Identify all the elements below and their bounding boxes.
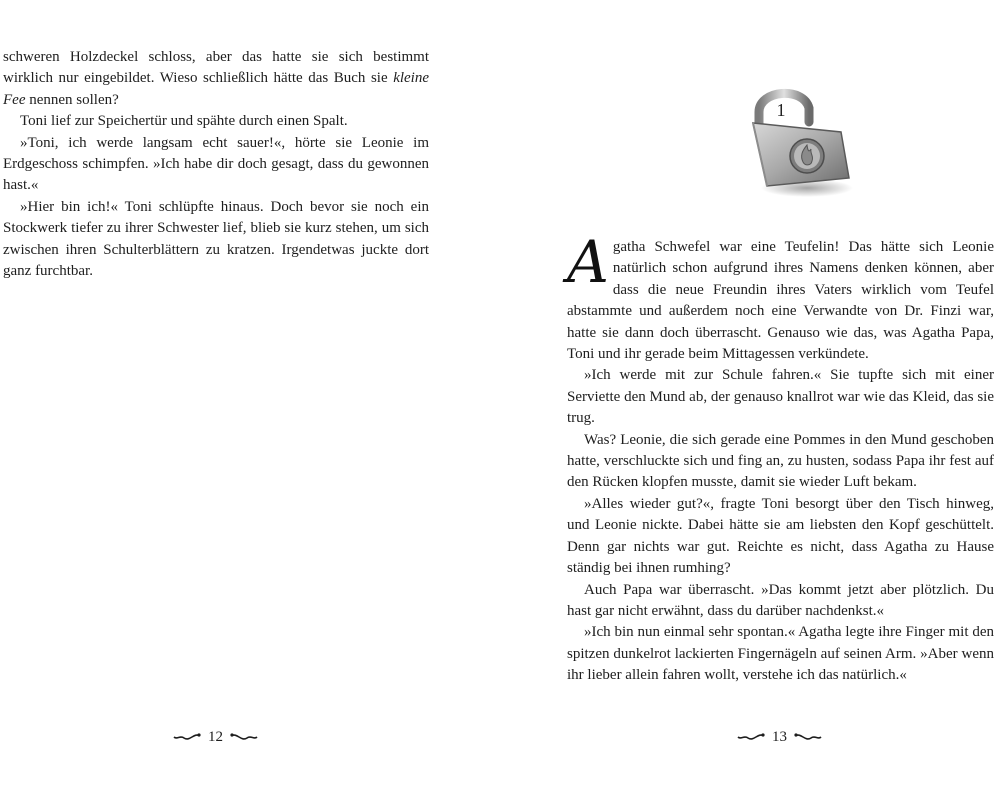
page-number: 13 [772, 729, 787, 745]
padlock-with-flame-icon [745, 78, 863, 200]
paragraph: Auch Papa war überrascht. »Das kommt jetzt aber plötzlich. Du hast gar nicht erwähnt, dass du darüber nachdenkst.« [567, 581, 994, 619]
right-page [500, 0, 1000, 800]
page-number: 12 [208, 729, 223, 745]
left-page-body [3, 47, 429, 282]
chapter-number: 1 [776, 100, 786, 120]
paragraph: schweren Holzdeckel schloss, aber das hatte sie sich bestimmt wirklich nur eingebildet. Wieso schließlich hätte das Buch sie kleine Fee nennen sollen? [3, 49, 429, 108]
chapter-opening-paragraph: Agatha Schwefel war eine Teufelin! Das hätte sich Leonie natürlich schon aufgrund ihres Namens denken können, aber dass die neue Freundin ihres Vaters wirklich vom Teufel abstammte und außerdem noch eine Verwandte von Dr. Finzi war, hatte sie dann doch überrascht. Genauso wie das, was Agatha Papa, Toni und ihr gerade beim Mittagessen verkündete. [567, 228, 994, 363]
swash-flourish-icon [793, 731, 823, 745]
swash-flourish-icon [172, 731, 202, 745]
right-page-body [567, 228, 994, 687]
page-number-footer [736, 729, 823, 746]
paragraph: Was? Leonie, die sich gerade eine Pommes in den Mund geschoben hatte, verschluckte sich und fing an, zu husten, sodass Papa ihr fest auf den Rücken klopfen musste, damit sie wieder Luft bekam. [567, 431, 994, 491]
paragraph: »Hier bin ich!« Toni schlüpfte hinaus. Doch bevor sie noch ein Stockwerk tiefer zu ihrer Schwester lief, blieb sie kurz stehen, um sich zwischen ihren Schulterblättern zu kratzen. Irgendetwas juckte dort ganz furchtbar. [3, 198, 429, 280]
paragraph: »Ich werde mit zur Schule fahren.« Sie tupfte sich mit einer Serviette den Mund ab, der genauso knallrot war wie das Kleid, das sie trug. [567, 367, 994, 427]
paragraph: »Toni, ich werde langsam echt sauer!«, hörte sie Leonie im Erdgeschoss schimpfen. »Ich habe dir doch gesagt, dass du gewonnen hast.« [3, 134, 429, 194]
paragraph: »Alles wieder gut?«, fragte Toni besorgt über den Tisch hinweg, und Leonie nickte. Dabei hätte sie am liebsten den Kopf geschüttelt. Denn gar nichts war gut. Reichte es nicht, dass Agatha zu Hause ständig bei ihnen rumhing? [567, 495, 994, 577]
drop-cap: A [567, 228, 609, 296]
swash-flourish-icon [229, 731, 259, 745]
swash-flourish-icon [736, 731, 766, 745]
paragraph: »Ich bin nun einmal sehr spontan.« Agatha legte ihre Finger mit den spitzen dunkelrot lackierten Fingernägeln auf seinen Arm. »Aber wenn ihr lieber allein fahren wollt, verstehe ich das natürlich.« [567, 624, 994, 684]
paragraph: Toni lief zur Speichertür und spähte durch einen Spalt. [20, 113, 348, 130]
page-number-footer [172, 729, 259, 746]
